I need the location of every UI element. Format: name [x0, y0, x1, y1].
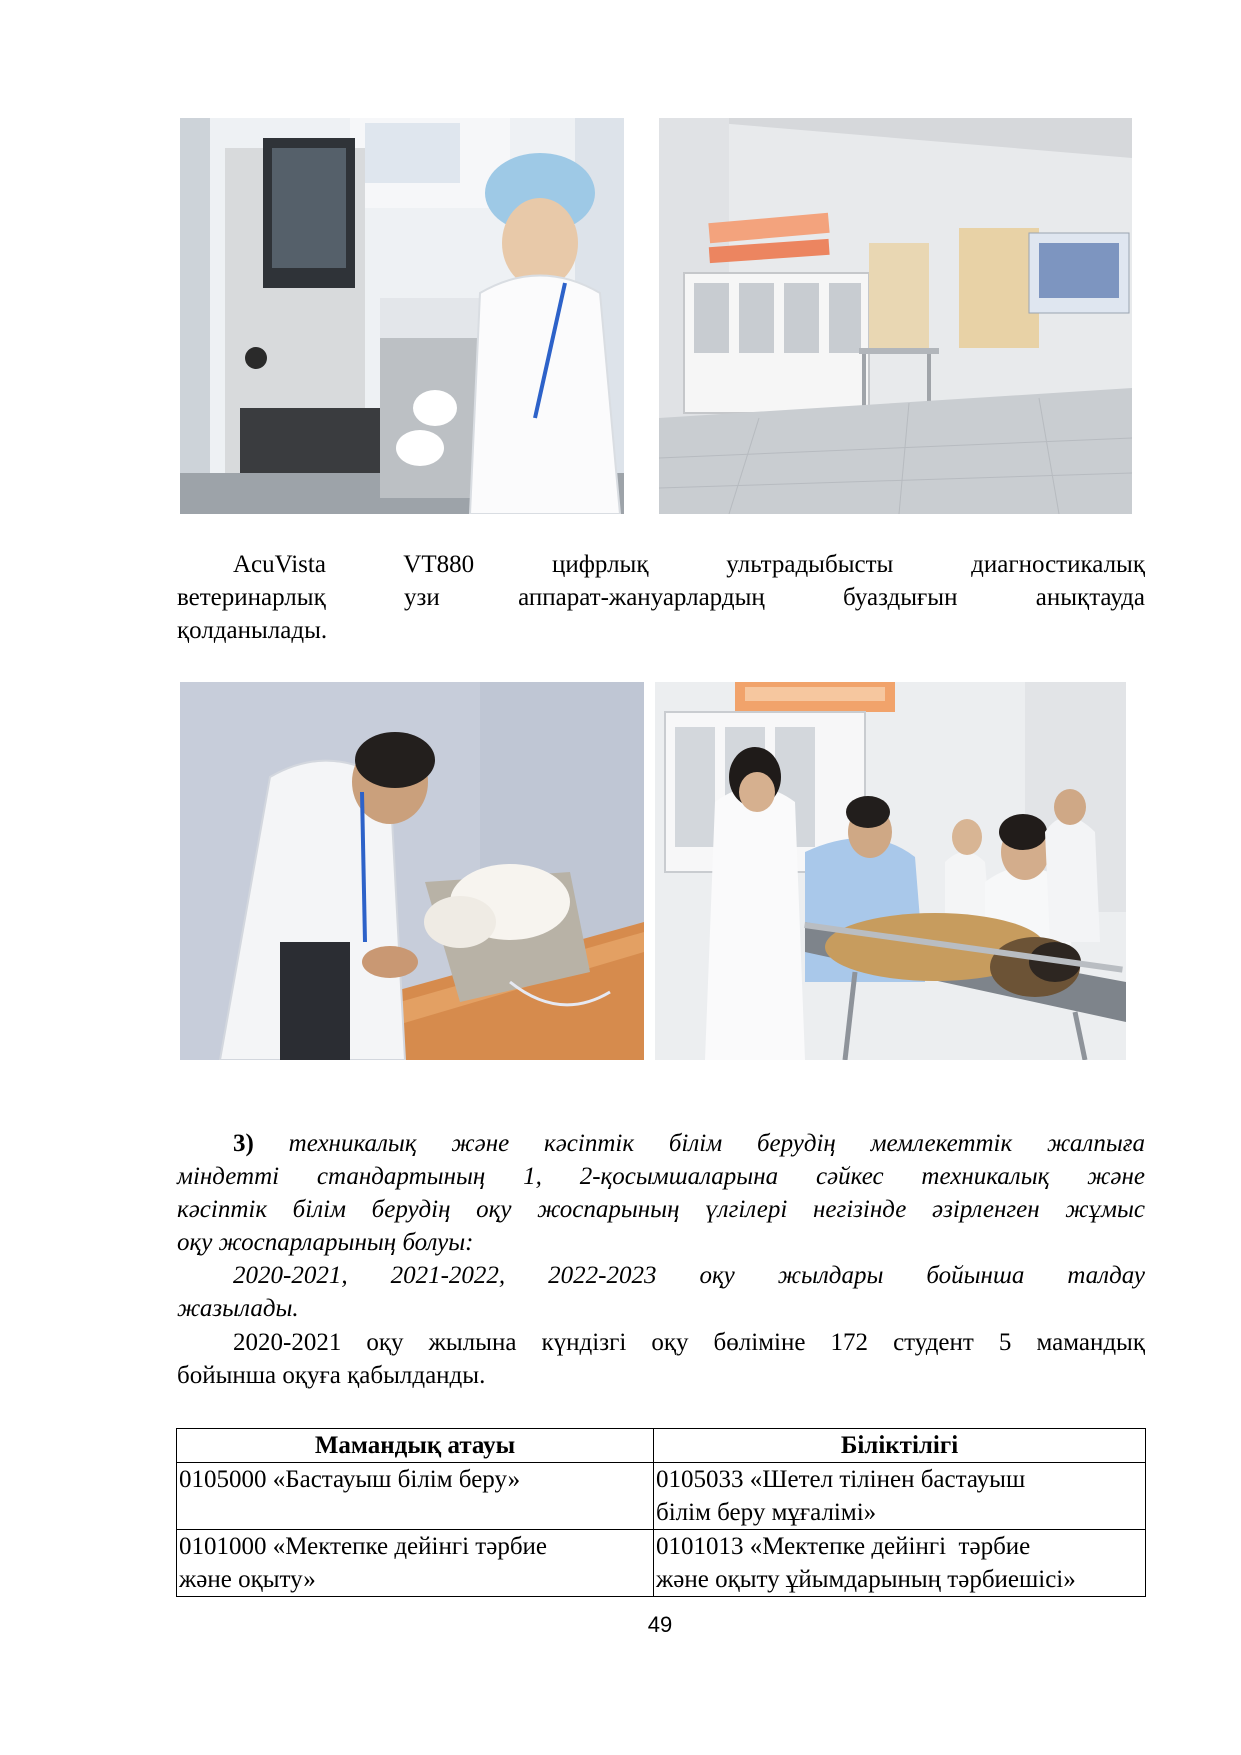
specialty-line: 0105000 «Бастауыш білім беру»: [179, 1466, 521, 1493]
lab-room-cabinets-photo: [659, 118, 1132, 514]
specialty-cell: [177, 1463, 654, 1530]
caption-line-3: қолданылады.: [177, 617, 328, 644]
specialty-line: және оқыту»: [179, 1566, 316, 1593]
page-number: 49: [647, 1612, 673, 1637]
ultrasound-caption: [177, 548, 1145, 647]
specialty-table: [176, 1428, 1146, 1597]
vet-surgery-students-photo: [655, 682, 1126, 1060]
caption-line-2: ветеринарлық узи аппарат-жануарлардың буаздығын анықтауда: [177, 584, 1145, 611]
admission-line-1: 2020-2021 оқу жылына күндізгі оқу бөліміне 172 студент 5 мамандық: [233, 1329, 1145, 1356]
item-3-line-1: [177, 1127, 1145, 1160]
qualification-cell: [654, 1463, 1146, 1530]
admission-paragraph: [177, 1326, 1145, 1392]
caption-line-1: AcuVista VT880 цифрлық ультрадыбысты диагностикалық: [233, 551, 1145, 578]
qualification-line: білім беру мұғалімі»: [656, 1499, 877, 1526]
analysis-line-2: жазылады.: [177, 1295, 299, 1322]
specialty-cell: [177, 1530, 654, 1597]
qualification-line: 0101013 «Мектепке дейінгі тәрбие: [656, 1533, 1031, 1560]
item-3-number: 3): [233, 1130, 254, 1157]
item-3-line-4: оқу жоспарларының болуы:: [177, 1229, 474, 1256]
item-3-line-2: міндетті стандартының 1, 2-қосымшаларына сәйкес техникалық және: [177, 1163, 1145, 1190]
table-row: [177, 1530, 1146, 1597]
specialty-line: 0101000 «Мектепке дейінгі тәрбие: [179, 1533, 548, 1560]
qualification-line: және оқыту ұйымдарының тәрбиешісі»: [656, 1566, 1076, 1593]
qualification-header: Біліктілігі: [654, 1429, 1146, 1463]
item-3-line-3: кәсіптік білім берудің оқу жоспарының үлгілері негізінде әзірленген жұмыс: [177, 1196, 1145, 1223]
vet-ultrasound-dog-photo: [180, 682, 644, 1060]
item-3-paragraph: [177, 1127, 1145, 1259]
item-3-line-1-text: техникалық және кәсіптік білім берудің мемлекеттік жалпыға: [288, 1130, 1146, 1157]
table-header-row: [177, 1429, 1146, 1463]
specialty-header: Мамандық атауы: [177, 1429, 654, 1463]
qualification-line: 0105033 «Шетел тілінен бастауыш: [656, 1466, 1026, 1493]
qualification-cell: [654, 1530, 1146, 1597]
analysis-line-1: 2020-2021, 2021-2022, 2022-2023 оқу жылдары бойынша талдау: [233, 1262, 1145, 1289]
table-row: [177, 1463, 1146, 1530]
admission-line-2: бойынша оқуға қабылданды.: [177, 1362, 486, 1389]
lab-ultrasound-operator-photo: [180, 118, 624, 514]
analysis-paragraph: [177, 1259, 1145, 1325]
